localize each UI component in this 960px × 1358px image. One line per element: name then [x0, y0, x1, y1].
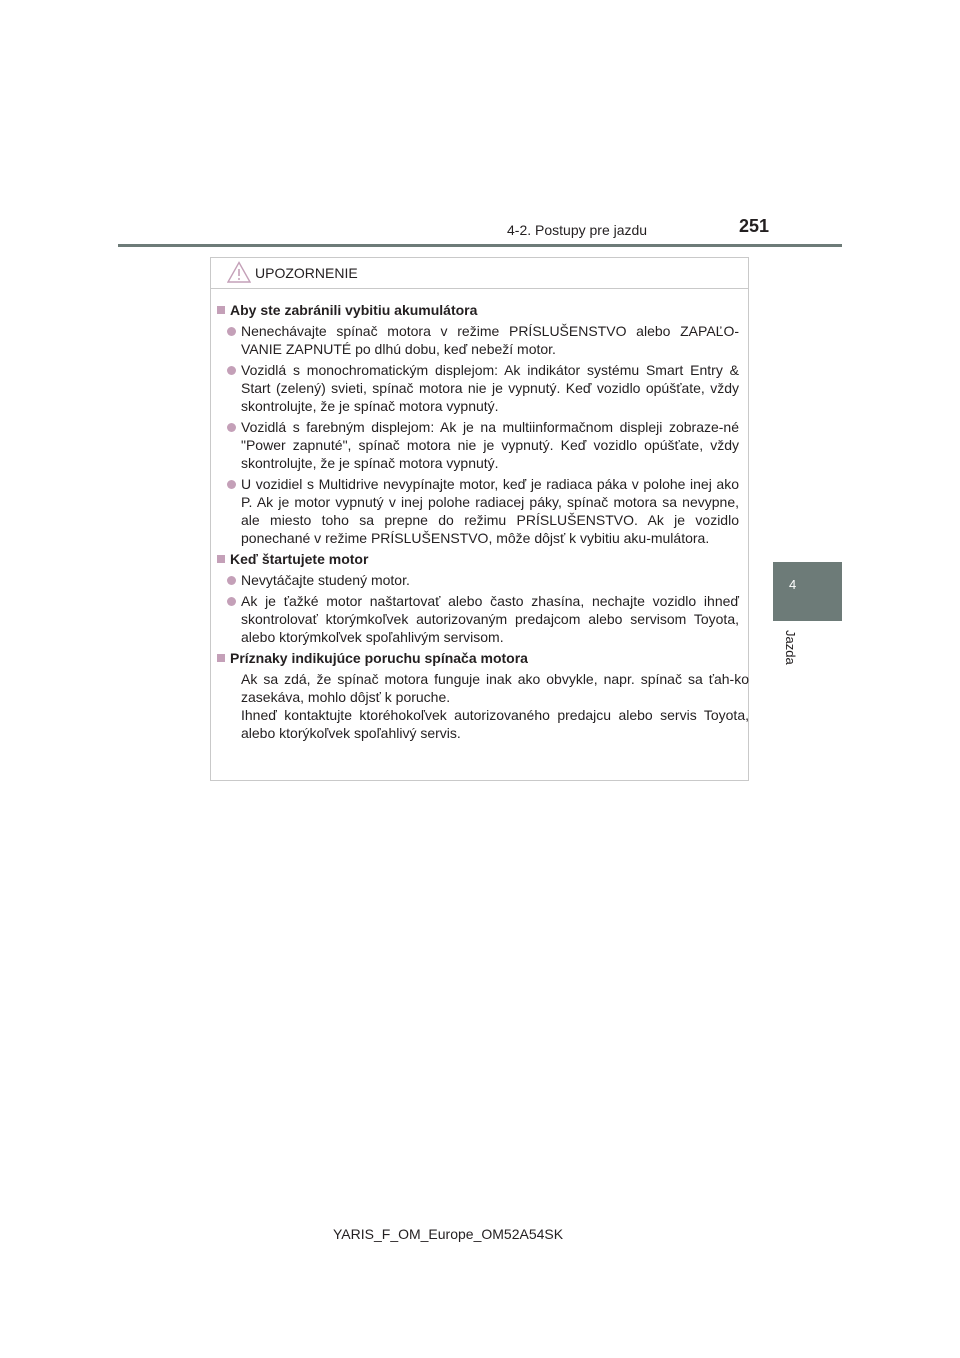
list-item: Vozidlá s monochromatickým displejom: Ak indikátor systému Smart Entry & Start (zelený) svieti, spínač motora nie je vypnutý. Keď vozidlo opúšťate, vždy skontrolujte, že je spínač motora vypnutý. — [227, 361, 742, 415]
section-heading: Príznaky indikujúce poruchu spínača motora — [217, 649, 742, 667]
chapter-label: Jazda — [783, 630, 798, 665]
warning-body — [211, 289, 748, 742]
round-bullet-icon — [227, 327, 236, 336]
chapter-label-wrap — [783, 630, 833, 665]
round-bullet-icon — [227, 597, 236, 606]
square-bullet-icon — [217, 306, 225, 314]
paragraph: Ak sa zdá, že spínač motora funguje inak ako obvykle, napr. spínač sa ťah-ko zasekáva, mohlo dôjsť k poruche. — [241, 671, 749, 705]
section-heading: Aby ste zabránili vybitiu akumulátora — [217, 301, 742, 319]
warning-triangle-icon — [227, 261, 251, 283]
round-bullet-icon — [227, 576, 236, 585]
round-bullet-icon — [227, 480, 236, 489]
list-item: Nevytáčajte studený motor. — [227, 571, 742, 589]
list-item: Nenechávajte spínač motora v režime PRÍSLUŠENSTVO alebo ZAPAĽO-VANIE ZAPNUTÉ po dlhú dobu, keď nebeží motor. — [227, 322, 742, 358]
section-heading: Keď štartujete motor — [217, 550, 742, 568]
header-section-title: 4-2. Postupy pre jazdu — [507, 222, 648, 238]
warning-title: UPOZORNENIE — [255, 265, 358, 281]
header-rule — [118, 244, 842, 247]
warning-header — [211, 258, 748, 289]
chapter-tab — [773, 562, 842, 621]
list-item: Ak je ťažké motor naštartovať alebo často zhasína, nechajte vozidlo ihneď skontrolovať ktorýmkoľvek autorizovaným predajcom alebo servisom Toyota, alebo ktorýmkoľvek spoľahlivým servisom. — [227, 592, 742, 646]
paragraph: Ihneď kontaktujte ktoréhokoľvek autorizovaného predajcu alebo servis Toyota, alebo ktorýkoľvek spoľahlivý servis. — [241, 707, 749, 741]
round-bullet-icon — [227, 423, 236, 432]
square-bullet-icon — [217, 654, 225, 662]
footer-code: YARIS_F_OM_Europe_OM52A54SK — [333, 1226, 564, 1242]
warning-box — [210, 257, 749, 781]
list-item: Vozidlá s farebným displejom: Ak je na multiinformačnom displeji zobraze-né "Power zapnuté", spínač motora nie je vypnutý. Keď vozidlo opúšťate, vždy skontrolujte, že je spínač motora vypnutý. — [227, 418, 742, 472]
chapter-number: 4 — [789, 577, 797, 592]
square-bullet-icon — [217, 555, 225, 563]
round-bullet-icon — [227, 366, 236, 375]
page-number: 251 — [739, 216, 770, 236]
list-item: U vozidiel s Multidrive nevypínajte motor, keď je radiaca páka v polohe inej ako P. Ak je motor vypnutý v inej polohe radiacej páky, spínač motora sa nevypne, ale miesto toho sa prepne do režimu PRÍSLUŠENSTVO. Ak je vozidlo ponechané v režime PRÍSLUŠENSTVO, môže dôjsť k vybitiu aku-mulátora. — [227, 475, 742, 547]
